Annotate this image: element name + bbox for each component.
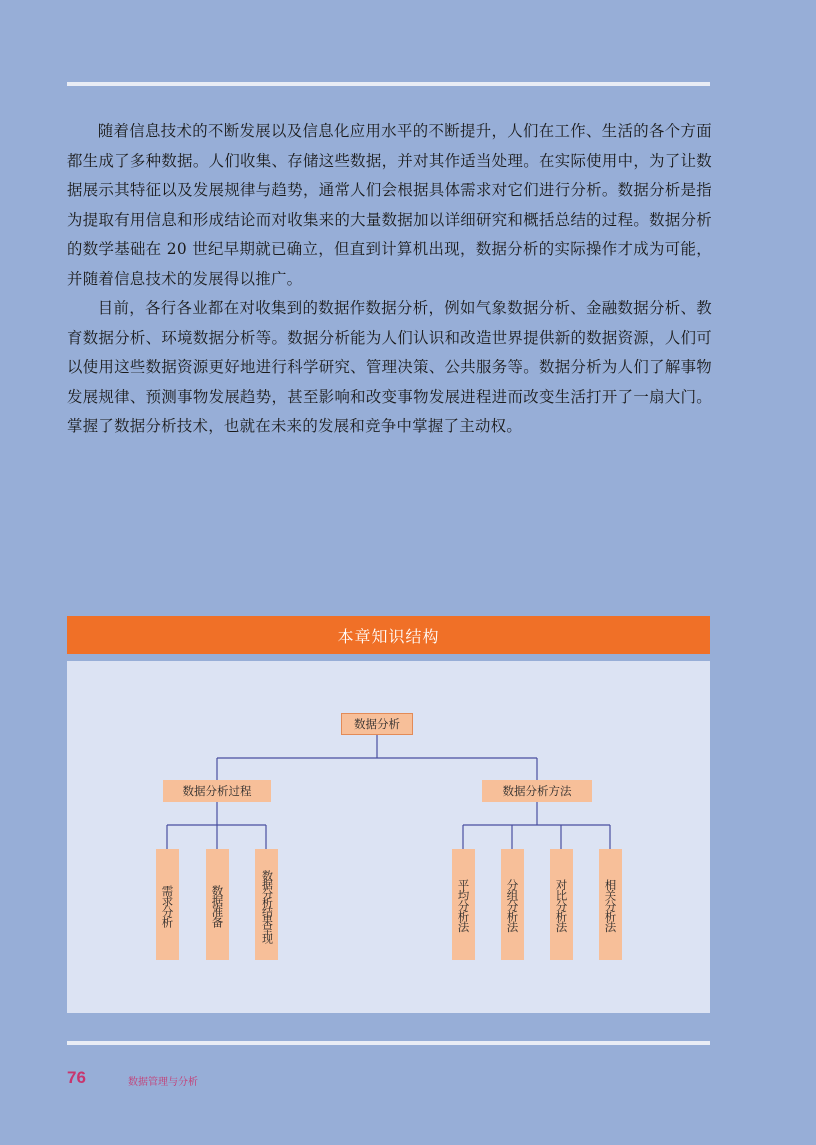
page-number: 76 — [67, 1068, 86, 1087]
node-analysis-methods: 数据分析方法 — [482, 780, 592, 802]
knowledge-structure-diagram — [67, 661, 710, 1013]
node-result-presentation: 数据分析结果呈现 — [255, 849, 278, 960]
paragraph-1: 随着信息技术的不断发展以及信息化应用水平的不断提升，人们在工作、生活的各个方面都生成了多种数据。人们收集、存储这些数据，并对其作适当处理。在实际使用中，为了让数据展示其特征以及发展规律与趋势，通常人们会根据具体需求对它们进行分析。数据分析是指为提取有用信息和形成结论而对收集来的大量数据加以详细研究和概括总结的过程。数据分析的数学基础在 20 世纪早期就已确立，但直到计算机出现，数据分析的实际操作才成为可能，并随着信息技术的发展得以推广。 — [67, 122, 712, 288]
body-text — [67, 117, 712, 442]
chapter-structure-banner: 本章知识结构 — [67, 616, 710, 654]
bottom-rule — [67, 1041, 710, 1045]
node-comparison-method: 对比分析法 — [550, 849, 573, 960]
node-correlation-method: 相关分析法 — [599, 849, 622, 960]
node-grouping-method: 分组分析法 — [501, 849, 524, 960]
paragraph-2: 目前，各行各业都在对收集到的数据作数据分析，例如气象数据分析、金融数据分析、教育数据分析、环境数据分析等。数据分析能为人们认识和改造世界提供新的数据资源，人们可以使用这些数据资源更好地进行科学研究、管理决策、公共服务等。数据分析为人们了解事物发展规律、预测事物发展趋势，甚至影响和改变事物发展进程进而改变生活打开了一扇大门。掌握了数据分析技术，也就在未来的发展和竞争中掌握了主动权。 — [67, 299, 712, 435]
node-analysis-process: 数据分析过程 — [163, 780, 271, 802]
node-data-preparation: 数据准备 — [206, 849, 229, 960]
top-rule — [67, 82, 710, 86]
book-title: 数据管理与分析 — [128, 1077, 198, 1088]
node-requirement-analysis: 需求分析 — [156, 849, 179, 960]
node-average-method: 平均分析法 — [452, 849, 475, 960]
node-data-analysis: 数据分析 — [341, 713, 413, 735]
